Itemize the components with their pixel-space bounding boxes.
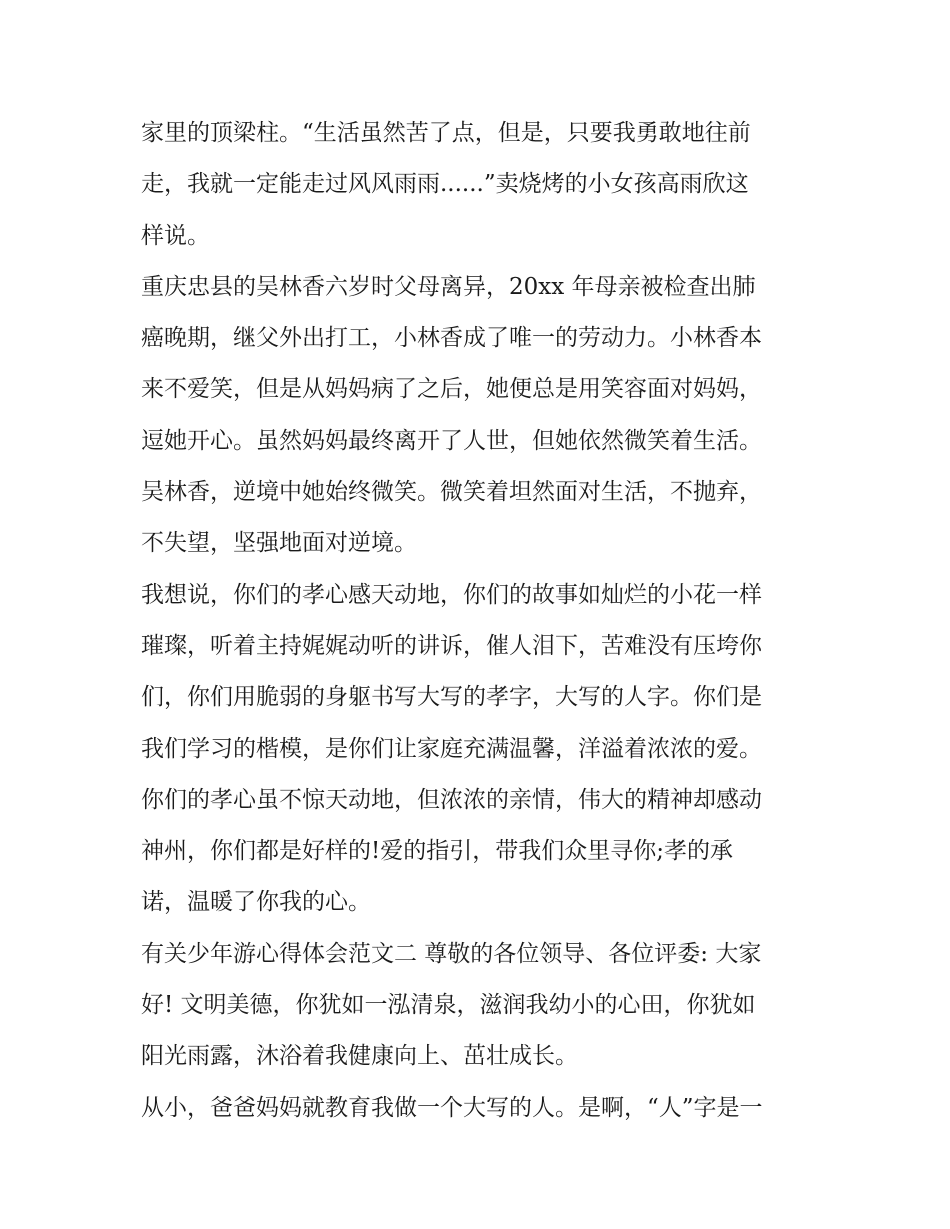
text-line: 我想说，你们的孝心感天动地，你们的故事如灿烂的小花一样: [141, 581, 762, 608]
text-line: 们，你们用脆弱的身躯书写大写的孝字，大写的人字。你们是: [141, 684, 762, 711]
text-line: 来不爱笑，但是从妈妈病了之后，她便总是用笑容面对妈妈，: [141, 376, 762, 403]
text-line: 诺，温暖了你我的心。: [141, 889, 371, 916]
text-line: 璀璨，听着主持娓娓动听的讲诉，催人泪下，苦难没有压垮你: [141, 632, 762, 659]
text-line: 好! 文明美德，你犹如一泓清泉，滋润我幼小的心田，你犹如: [141, 992, 756, 1019]
text-line: 重庆忠县的吴林香六岁时父母离异，20xx 年母亲被检查出肺: [141, 273, 756, 300]
paragraph: [141, 108, 821, 262]
text-line: 神州，你们都是好样的!爱的指引，带我们众里寻你;孝的承: [141, 838, 733, 865]
text-line: 有关少年游心得体会范文二 尊敬的各位领导、各位评委: 大家: [141, 940, 762, 967]
text-line: 家里的顶梁柱。“生活虽然苦了点，但是，只要我勇敢地往前: [141, 120, 751, 146]
paragraph: [141, 262, 821, 570]
text-line: 阳光雨露，沐浴着我健康向上、茁壮成长。: [141, 1043, 578, 1070]
text-line: 你们的孝心虽不惊天动地，但浓浓的亲情，伟大的精神却感动: [141, 786, 762, 813]
document-body: [141, 108, 821, 1134]
text-line: 逗她开心。虽然妈妈最终离开了人世，但她依然微笑着生活。: [141, 427, 762, 454]
text-line: 走，我就一定能走过风风雨雨......”卖烧烤的小女孩高雨欣这: [141, 171, 749, 198]
text-line: 癌晚期，继父外出打工，小林香成了唯一的劳动力。小林香本: [141, 325, 762, 352]
paragraph: [141, 929, 821, 1083]
paragraph: [141, 1083, 821, 1134]
paragraph: [141, 570, 821, 929]
text-line: 不失望，坚强地面对逆境。: [141, 530, 417, 557]
text-line: 样说。: [141, 222, 210, 249]
text-line: 从小，爸爸妈妈就教育我做一个大写的人。是啊，“人”字是一: [141, 1094, 763, 1121]
text-line: 我们学习的楷模，是你们让家庭充满温馨，洋溢着浓浓的爱。: [141, 735, 762, 762]
text-line: 吴林香，逆境中她始终微笑。微笑着坦然面对生活，不抛弃，: [141, 479, 762, 506]
